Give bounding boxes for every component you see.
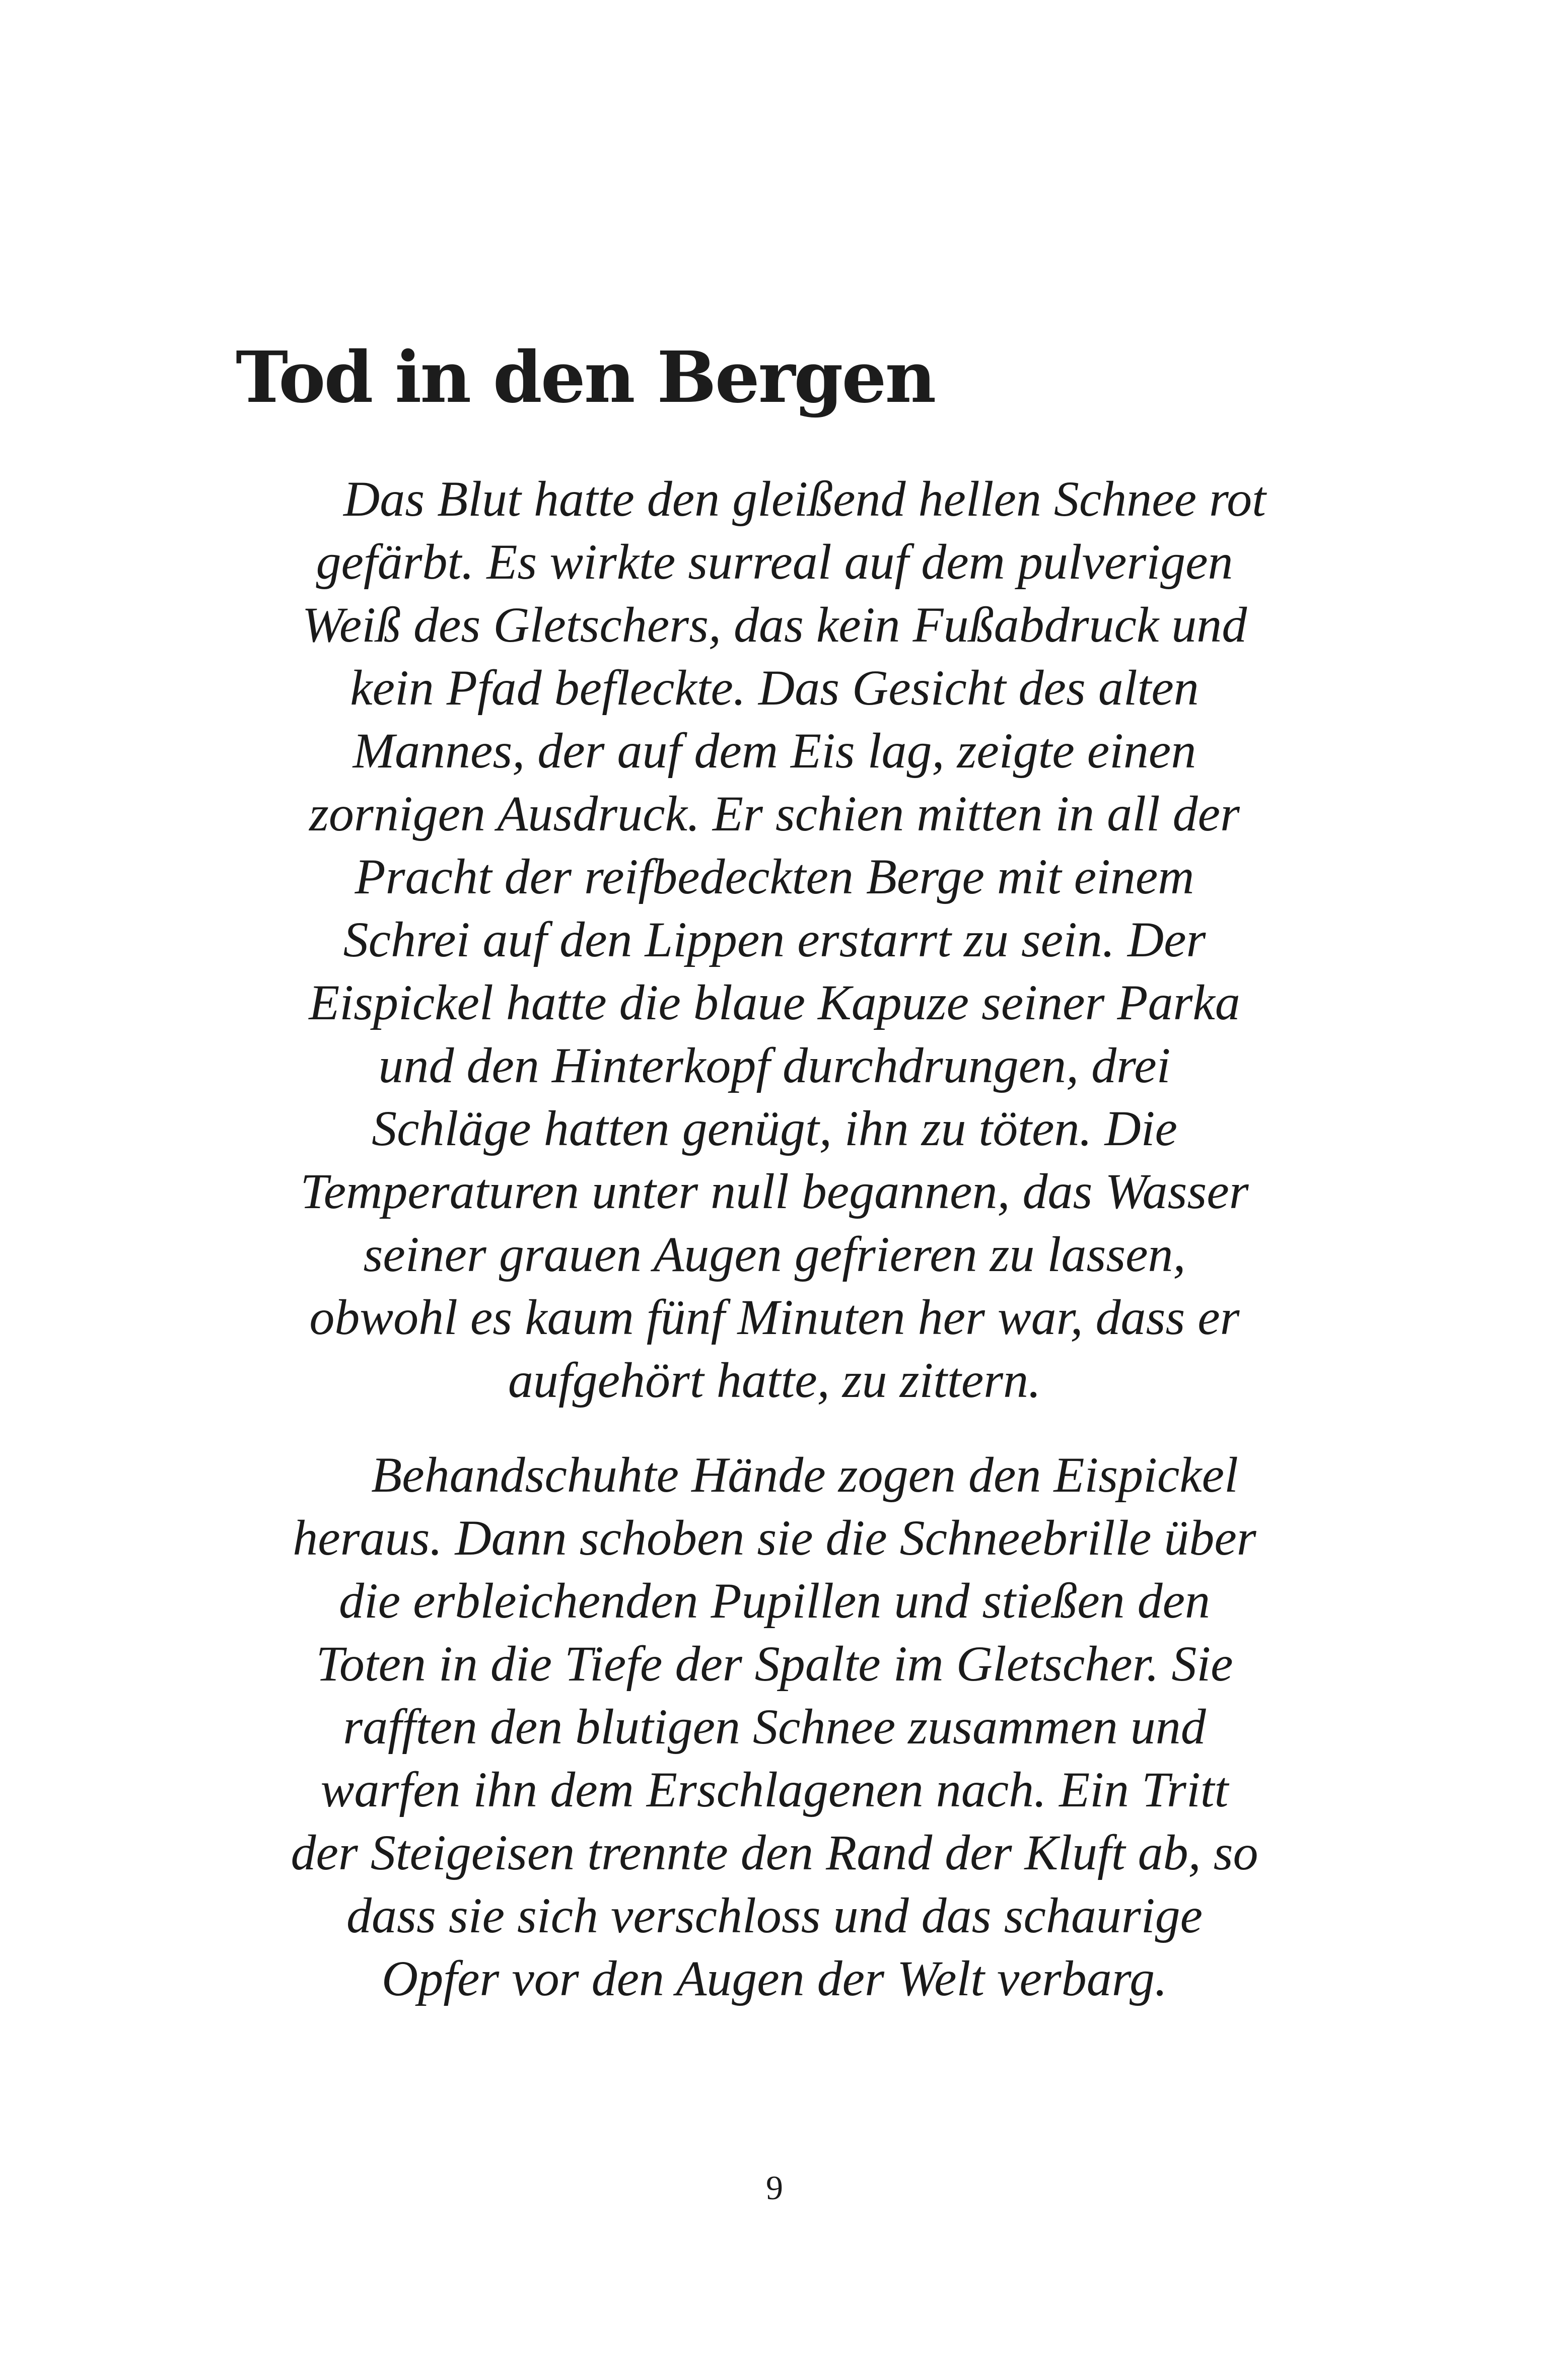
text-line: aufgehört hatte, zu zittern. bbox=[508, 1352, 1041, 1408]
text-line: obwohl es kaum fünf Minuten her war, dass er bbox=[309, 1289, 1240, 1345]
text-line: Schläge hatten genügt, ihn zu töten. Die bbox=[372, 1100, 1177, 1156]
text-line: Weiß des Gletschers, das kein Fußabdruck und bbox=[302, 597, 1247, 653]
text-line: und den Hinterkopf durchdrungen, drei bbox=[378, 1037, 1171, 1093]
text-line: dass sie sich verschloss und das schaurige bbox=[346, 1887, 1203, 1943]
text-line: warfen ihn dem Erschlagenen nach. Ein Tritt bbox=[320, 1762, 1229, 1817]
text-line: zornigen Ausdruck. Er schien mitten in all der bbox=[309, 786, 1240, 842]
text-line: Mannes, der auf dem Eis lag, zeigte einen bbox=[353, 723, 1196, 779]
text-line: Toten in die Tiefe der Spalte im Gletscher. Sie bbox=[316, 1636, 1233, 1692]
paragraph-2 bbox=[236, 1443, 1313, 2010]
text-line: Pracht der reifbedeckten Berge mit einem bbox=[355, 849, 1194, 904]
text-line: die erbleichenden Pupillen und stießen den bbox=[338, 1573, 1211, 1629]
text-line: rafften den blutigen Schnee zusammen und bbox=[343, 1699, 1206, 1755]
page-number: 9 bbox=[766, 2168, 783, 2207]
text-line: Temperaturen unter null begannen, das Wasser bbox=[300, 1163, 1249, 1219]
text-line: der Steigeisen trennte den Rand der Kluft ab, so bbox=[291, 1825, 1258, 1880]
text-line: heraus. Dann schoben sie die Schneebrille über bbox=[293, 1510, 1256, 1566]
text-line: gefärbt. Es wirkte surreal auf dem pulverigen bbox=[316, 534, 1233, 590]
text-line: Opfer vor den Augen der Welt verbarg. bbox=[382, 1950, 1167, 2006]
text-line: Behandschuhte Hände zogen den Eispickel bbox=[371, 1447, 1238, 1503]
text-line: Eispickel hatte die blaue Kapuze seiner Parka bbox=[309, 974, 1240, 1030]
chapter-title: Tod in den Bergen bbox=[236, 336, 935, 419]
text-line: kein Pfad befleckte. Das Gesicht des alten bbox=[350, 660, 1199, 716]
text-line: seiner grauen Augen gefrieren zu lassen, bbox=[363, 1226, 1186, 1282]
text-line: Das Blut hatte den gleißend hellen Schnee rot bbox=[343, 471, 1266, 527]
paragraph-1 bbox=[236, 467, 1313, 1412]
text-line: Schrei auf den Lippen erstarrt zu sein. Der bbox=[343, 912, 1206, 967]
